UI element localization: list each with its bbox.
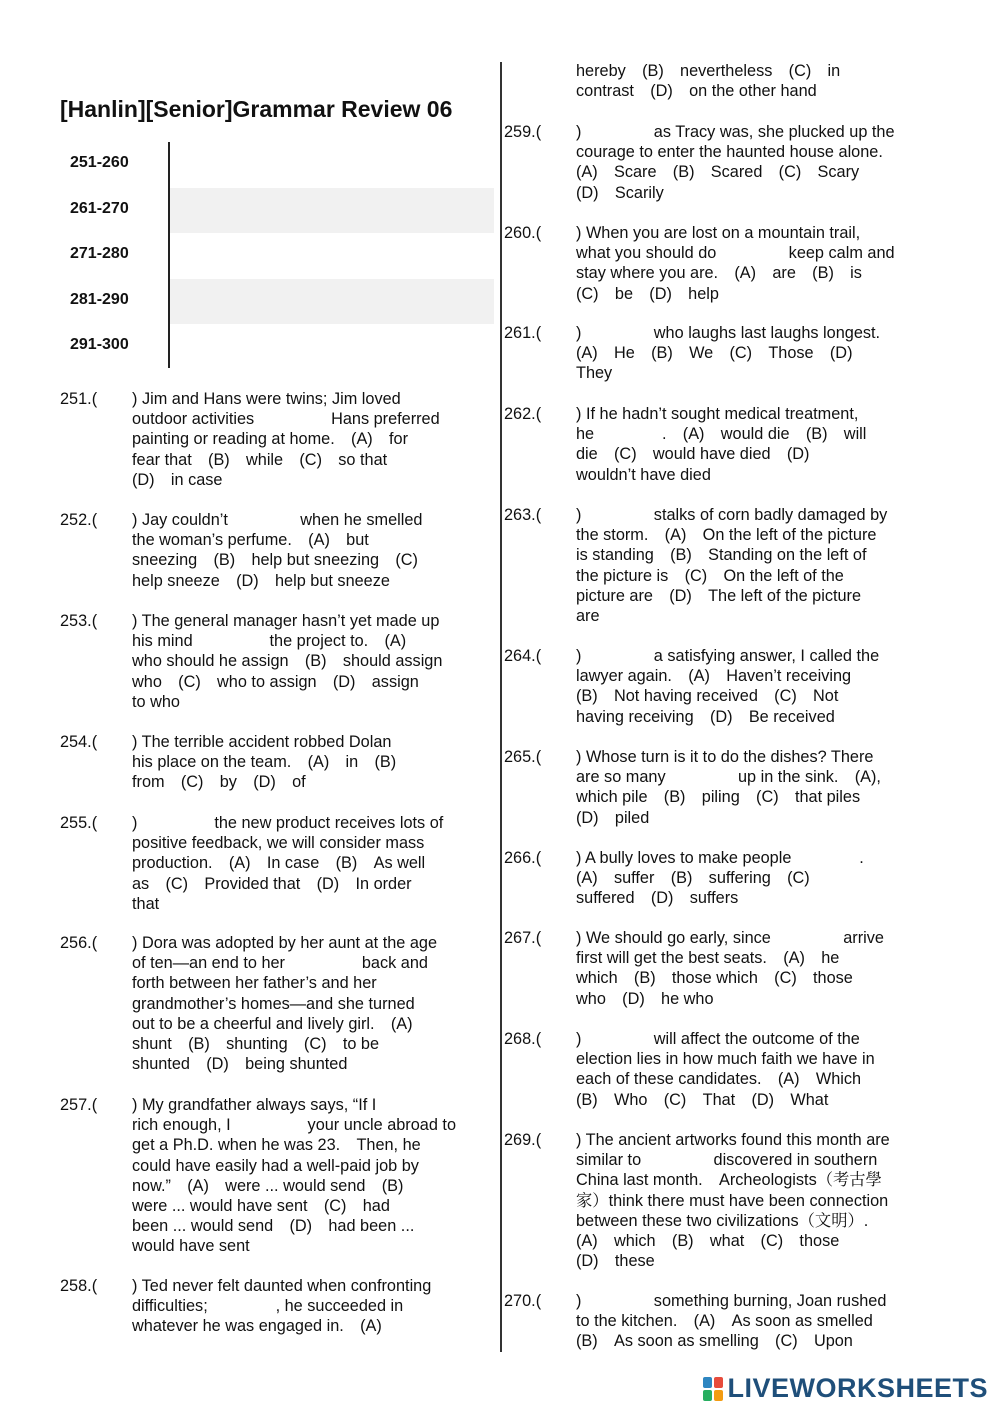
question-line: (B) As soon as smelling (C) Upon [576,1332,853,1351]
question-line: are so many up in the sink. (A), [576,768,881,787]
question-line: ) We should go early, since arrive [576,929,884,947]
question-number: 270.( [504,1292,542,1310]
question-text [576,1130,890,1271]
question-line: could have easily had a well-paid job by [132,1156,419,1175]
question-line: (A) He (B) We (C) Those (D) [576,344,853,363]
question-line: positive feedback, we will consider mass [132,834,425,853]
question-line: ) who laughs last laughs longest. [576,324,881,342]
question-line: grandmother’s homes—and she turned [132,994,415,1013]
question-line: been ... would send (D) had been ... [132,1217,415,1236]
question-line: sneezing (B) help but sneezing (C) [132,551,418,570]
question-number: 256.( [60,934,98,952]
question-line: election lies in how much faith we have in [576,1050,875,1069]
question-line: help sneeze (D) help but sneeze [132,571,390,590]
question-number: 261.( [504,324,542,342]
question-text [132,732,396,793]
question-line: first will get the best seats. (A) he [576,949,840,968]
question-line: production. (A) In case (B) As well [132,854,426,873]
question-line: ) a satisfying answer, I called the [576,647,880,665]
question-number: 259.( [504,123,542,141]
question-text [132,813,443,914]
question-line: difficulties; , he succeeded in [132,1297,404,1316]
question-line: picture are (D) The left of the picture [576,586,862,605]
logo-tile [714,1377,723,1388]
question-line: China last month. Archeologists（考古學 [576,1171,882,1190]
question-line: (D) Scarily [576,183,664,202]
score-table [60,142,494,370]
question-line: fear that (B) while (C) so that [132,450,388,469]
question-text [132,933,437,1074]
page-title: [Hanlin][Senior]Grammar Review 06 [60,96,453,122]
question-line: what you should do keep calm and [576,244,895,263]
question-line: ) The ancient artworks found this month are [576,1131,890,1149]
question-line: from (C) by (D) of [132,773,306,792]
question-number: 257.( [60,1096,98,1114]
question-text [132,510,422,591]
question-line: (B) Who (C) That (D) What [576,1090,829,1109]
question-line: die (C) would have died (D) [576,445,810,464]
question-line: (A) Scare (B) Scared (C) Scary [576,163,860,182]
question-line: his mind the project to. (A) [132,632,407,651]
question-line: (D) in case [132,470,223,489]
score-cell [170,233,494,279]
question-line: each of these candidates. (A) Which [576,1070,862,1089]
question-text [132,1095,456,1257]
question-line: are [576,606,600,625]
question-line: courage to enter the haunted house alone. [576,143,883,162]
question-line: ) My grandfather always says, “If I [132,1096,377,1114]
question-line: ) Whose turn is it to do the dishes? There [576,748,874,766]
question-text [132,1276,431,1337]
question-line: ) will affect the outcome of the [576,1030,860,1048]
question-line: ) the new product receives lots of [132,814,444,832]
score-table-divider [168,142,170,368]
question-line: now.” (A) were ... would send (B) [132,1176,404,1195]
score-range-label: 261-270 [70,199,129,217]
logo-tile [703,1377,712,1388]
question-number: 266.( [504,849,542,867]
question-line: the woman’s perfume. (A) but [132,531,369,550]
question-text [576,1029,875,1110]
question-number: 254.( [60,733,98,751]
score-range-label: 251-260 [70,154,129,171]
question-line: the storm. (A) On the left of the picture [576,526,877,545]
question-line: ) Ted never felt daunted when confronting [132,1277,432,1295]
question-number: 264.( [504,647,542,665]
question-number: 265.( [504,748,542,766]
question-number: 268.( [504,1030,542,1048]
question-line: ) If he hadn’t sought medical treatment, [576,405,859,423]
question-number: 252.( [60,511,98,529]
score-cell [170,324,494,370]
question-line: painting or reading at home. (A) for [132,430,409,449]
question-line: of ten—an end to her back and [132,954,428,973]
score-row [60,142,494,188]
logo-tile [714,1390,723,1401]
question-line: rich enough, I your uncle abroad to [132,1116,456,1135]
question-line: ) something burning, Joan rushed [576,1292,887,1310]
question-number: 260.( [504,224,542,242]
score-cell [170,279,494,325]
question-line: suffered (D) suffers [576,889,739,908]
logo-text: LIVEWORKSHEETS [727,1373,988,1403]
question-line: 家）think there must have been connection [576,1191,889,1210]
score-row [60,233,494,279]
question-text [576,223,895,304]
question-line: would have sent [132,1237,250,1256]
question-line: (D) these [576,1252,655,1271]
question-line: ) Jim and Hans were twins; Jim loved [132,390,401,408]
question-line: They [576,364,613,383]
question-text [576,404,866,485]
question-line: which pile (B) piling (C) that piles [576,788,861,807]
question-line: which (B) those which (C) those [576,969,853,988]
question-number: 263.( [504,506,542,524]
question-line: ) When you are lost on a mountain trail, [576,224,861,242]
question-line: contrast (D) on the other hand [576,82,817,101]
question-line: that [132,894,160,913]
question-258-continuation [576,61,840,101]
score-row [60,324,494,370]
question-line: (A) suffer (B) suffering (C) [576,869,810,888]
question-line: ) stalks of corn badly damaged by [576,506,888,524]
question-line: having receiving (D) Be received [576,707,835,726]
question-line: ) as Tracy was, she plucked up the [576,123,895,141]
question-line: get a Ph.D. when he was 23. Then, he [132,1136,421,1155]
question-text [576,747,881,828]
question-line: out to be a cheerful and lively girl. (A) [132,1014,413,1033]
question-text [132,389,440,490]
question-number: 269.( [504,1131,542,1149]
question-line: lawyer again. (A) Haven’t receiving [576,667,852,686]
question-line: whatever he was engaged in. (A) [132,1317,382,1336]
question-text [576,848,864,909]
question-line: (A) which (B) what (C) those [576,1231,840,1250]
question-line: stay where you are. (A) are (B) is [576,264,862,283]
question-number: 255.( [60,814,98,832]
question-line: ) Jay couldn’t when he smelled [132,511,423,529]
score-range-label: 291-300 [70,336,129,353]
question-line: (C) be (D) help [576,284,719,303]
question-line: similar to discovered in southern [576,1151,878,1170]
column-divider [500,62,502,1352]
question-line: to who [132,692,180,711]
question-line: ) The terrible accident robbed Dolan [132,733,392,751]
question-line: he . (A) would die (B) will [576,425,867,444]
question-line: ) A bully loves to make people . [576,849,864,867]
score-row [60,188,494,234]
question-line: who (C) who to assign (D) assign [132,672,419,691]
question-line: between these two civilizations（文明）. [576,1211,869,1230]
question-line: who (D) he who [576,989,714,1008]
question-number: 267.( [504,929,542,947]
logo-icon [703,1377,723,1401]
question-text [576,323,880,384]
question-line: outdoor activities Hans preferred [132,410,440,429]
question-text [576,505,887,626]
question-line: were ... would have sent (C) had [132,1196,390,1215]
question-line: his place on the team. (A) in (B) [132,753,397,772]
question-text [576,646,879,727]
question-line: to the kitchen. (A) As soon as smelled [576,1312,873,1331]
question-line: as (C) Provided that (D) In order [132,874,412,893]
question-line: ) The general manager hasn’t yet made up [132,612,440,630]
question-text [132,611,442,712]
question-number: 251.( [60,390,98,408]
question-text [576,1291,886,1352]
question-line: shunted (D) being shunted [132,1055,348,1074]
score-range-label: 271-280 [70,245,129,262]
question-text [576,928,884,1009]
question-line: shunt (B) shunting (C) to be [132,1034,380,1053]
question-line: the picture is (C) On the left of the [576,566,844,585]
question-line: hereby (B) nevertheless (C) in [576,62,841,80]
question-line: (D) piled [576,808,650,827]
question-line: who should he assign (B) should assign [132,652,443,671]
score-cell [170,142,494,188]
liveworksheets-logo [703,1373,988,1404]
question-line: is standing (B) Standing on the left of [576,546,867,565]
score-row [60,279,494,325]
question-line: ) Dora was adopted by her aunt at the age [132,934,438,952]
question-number: 262.( [504,405,542,423]
question-line: wouldn’t have died [576,465,711,484]
question-line: (B) Not having received (C) Not [576,687,839,706]
question-number: 258.( [60,1277,98,1295]
score-range-label: 281-290 [70,290,129,308]
question-number: 253.( [60,612,98,630]
score-cell [170,188,494,234]
question-line: forth between her father’s and her [132,974,377,993]
logo-tile [703,1390,712,1401]
question-text [576,122,895,203]
